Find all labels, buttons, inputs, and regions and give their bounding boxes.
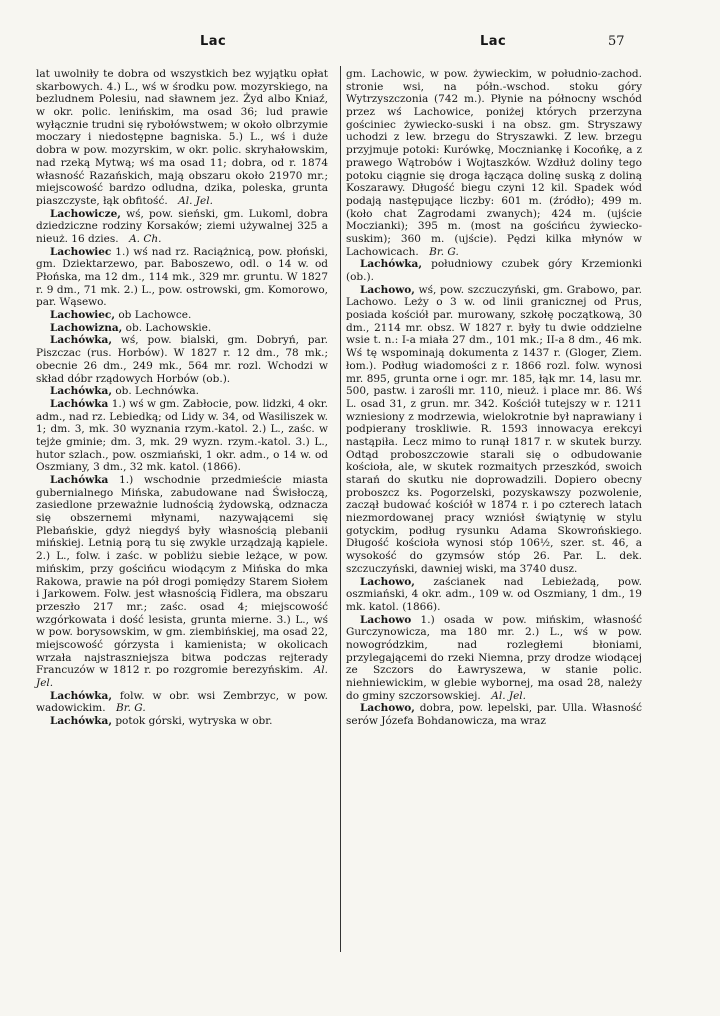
entry-headword: Lachówka, bbox=[50, 689, 112, 702]
entry-text: gm. Lachowic, w pow. żywieckim, w południo-zachod. stronie wsi, na półn.-wschod. stoku góry Wytrzyszczonia (742 m.). Płynie na północny wschód przez wś Lachowice, poniżej których przerzyna gościniec żywiecko-suski i na obsz. gm. Stryszawy uchodzi z lew. brzegu do Stryszawki. Z lew. brzegu przyjmuje potoki: Kurówkę, Moczniankę i Kocońkę, a z prawego Wątrobów i Wojtaszków. Wzdłuż doliny tego potoku ciągnie się droga łącząca dolinę suską z doliną Koszarawy. Długość biegu czyni 12 kil. Spadek wód podają następujące liczby: 601 m. (źródło); 499 m. (koło chat Zagrodami zwanych); 424 m. (ujście Moczianki); 395 m. (most na gościńcu żywiecko-suskim); 360 m. (ujście). Pędzi kilka młynów w Lachowicach. bbox=[346, 68, 642, 258]
running-head-right: Lac bbox=[480, 34, 507, 49]
dictionary-entry bbox=[346, 258, 642, 283]
entry-signature: Al. Jel. bbox=[36, 664, 328, 689]
entry-headword: Lachowiec, bbox=[50, 309, 115, 322]
entry-text: lat uwolniły te dobra od wszystkich bez wyjątku opłat skarbowych. 4.) L., wś w środku pow. mozyrskiego, na bezludnem Polesiu, nad sławnem jez. Żyd albo Kniaź, w okr. polic. lenińskim, ma osad 36; lud prawie wyłącznie trudni się rybołówstwem; w około olbrzymie moczary i niedostępne bagniska. 5.) L., wś i duże dobra w pow. mozyrskim, w okr. polic. skryhałowskim, nad rzeką Mytwą; wś ma osad 11; dobra, od r. 1874 własność Razańskich, mają obszaru około 21970 mr.; miejscowość bardzo odludna, dzika, poleska, grunta piaszczyste, łąk obfitość. bbox=[36, 68, 328, 207]
dictionary-entry bbox=[36, 68, 328, 208]
running-head-left: Lac bbox=[200, 34, 227, 49]
entry-text: folw. w obr. wsi Zembrzyc, w pow. wadowickim. bbox=[36, 689, 328, 715]
entry-text: 1.) osada w pow. mińskim, własność Gurczynowicza, ma 180 mr. 2.) L., wś w pow. nowogródzkim, nad rozległemi błoniami, przylegającemi do rzeki Niemna, przy drodze wiodącej ze Szczors do Ławryszewa, w stanie polic. niehniewickim, w glebie wybornej, ma osad 28, należy do gminy szczorsowskiej. bbox=[346, 613, 642, 702]
entry-text: ob. Lechnówka. bbox=[112, 385, 199, 398]
entry-text: zaścianek nad Lebieżadą, pow. oszmiański, 4 okr. adm., 109 w. od Oszmiany, 1 dm., 19 mk. katol. (1866). bbox=[346, 575, 642, 613]
dictionary-entry bbox=[36, 208, 328, 246]
entry-headword: Lachowo, bbox=[360, 575, 415, 588]
entry-headword: Lachowiec bbox=[50, 245, 112, 258]
entry-text: 1.) wschodnie przedmieście miasta gubernialnego Mińska, zabudowane nad Świsłoczą, zasiedlone przeważnie ludnością żydowską, odznacza się obszernemi młynami, nazywającemi się Plebańskie, gdyż niegdyś były własnością plebanii mińskiej. Letnią porą tu się zwykle urządzają kąpiele. 2.) L., folw. i zaśc. w pobliżu siebie leżące, w pow. mińskim, przy gościńcu wiodącym z Mińska do mka Rakowa, prawie na pół drogi pomiędzy Starem Siołem i Jarkowem. Folw. jest własnością Fidlera, ma obszaru przeszło 217 mr.; zaśc. osad 4; miejscowość wzgórkowata i dość lesista, grunta mierne. 3.) L., wś w pow. borysowskim, w gm. ziembińskiej, ma osad 22, miejscowość górzysta i kamienista; w okolicach wrzała najstraszniejsza bitwa podczas rejterady Francuzów w 1812 r. po rozgromie berezyńskim. bbox=[36, 474, 328, 677]
entry-text: wś, pow. sieński, gm. Lukoml, dobra dziedziczne rodziny Korsaków; ziemi używalnej 325 a nieuż. 16 dzies. bbox=[36, 207, 328, 245]
entry-text: 1.) wś w gm. Zabłocie, pow. lidzki, 4 okr. adm., nad rz. Lebiedką; od Lidy w. 34, od Wasiliszek w. 1; dm. 3, mk. 30 wyznania rzym.-katol. 2.) L., zaśc. w tejże gminie; dm. 3, mk. 29 wyzn. rzym.-katol. 3.) L., hutor szlach., pow. oszmiański, 1 okr. adm., o 14 w. od Oszmiany, 3 dm., 32 mk. katol. (1866). bbox=[36, 397, 329, 474]
entry-text: wś, pow. szczuczyński, gm. Grabowo, par. Lachowo. Leży o 3 w. od linii granicznej od Prus, posiada kościół par. murowany, szkołę początkową, 30 dm., 2114 mr. obsz. W 1827 r. były tu dwie oddzielne wsie t. n.: I-a miała 27 dm., 101 mk.; II-a 8 dm., 46 mk. Wś tę wspominają dokumenta z 1437 r. (Gloger, Ziem. łom.). Podług wiadomości z r. 1866 rozl. folw. wynosi mr. 895, grunta orne i ogr. mr. 185, łąk mr. 14, lasu mr. 500, pastw. i zarośli mr. 110, nieuż. i place mr. 86. Wś L. osad 31, z grun. mr. 342. Kościół tutejszy w r. 1211 wzniesiony z modrzewia, wielokrotnie był naprawiany i podpierany troskliwie. R. 1593 innowacya erekcyi nastąpiła. Lecz mimo to runął 1817 r. w skutek burzy. Odtąd proboszczowie starali się o odbudowanie kościoła, ale, w skutek rozmaitych przeszkód, swoich starań do skutku nie doprowadzili. Dopiero obecny proboszcz ks. Pogorzelski, pozyskawszy pozwolenie, zaczął budować kościół w 1874 r. i po czterech latach niezmordowanej pracy wzniósł świątynię w stylu gotyckim, podług rysunku Adama Skowrońskiego. Długość kościoła wynosi stóp 106½, szer. st. 46, a wysokość do gzymsów stóp 26. Par. L. dek. szczuczyński, dawniej wiski, ma 3740 dusz. bbox=[346, 283, 642, 575]
dictionary-entry bbox=[36, 398, 328, 474]
dictionary-entry bbox=[36, 334, 328, 385]
entry-headword: Lachowo bbox=[360, 613, 412, 626]
dictionary-entry bbox=[36, 309, 328, 322]
dictionary-entry bbox=[36, 690, 328, 715]
entry-headword: Lachówka, bbox=[50, 385, 112, 398]
entry-signature: Al. Jel. bbox=[178, 194, 213, 207]
left-column bbox=[36, 68, 328, 728]
dictionary-entry bbox=[36, 474, 328, 690]
entry-text: dobra, pow. lepelski, par. Ulla. Własność serów Józefa Bohdanowicza, ma wraz bbox=[346, 702, 642, 728]
entry-headword: Lachowo, bbox=[360, 283, 415, 296]
dictionary-entry bbox=[346, 68, 642, 258]
dictionary-entry bbox=[36, 385, 328, 398]
entry-headword: Lachówka, bbox=[50, 334, 112, 347]
entry-headword: Lachówka, bbox=[360, 258, 422, 271]
dictionary-entry bbox=[36, 715, 328, 728]
entry-headword: Lachówka bbox=[50, 397, 109, 410]
entry-text: ob Lachowce. bbox=[114, 309, 192, 322]
entry-text: południowy czubek góry Krzemionki (ob.). bbox=[346, 258, 642, 283]
dictionary-entry bbox=[346, 284, 642, 576]
dictionary-entry bbox=[36, 322, 328, 335]
dictionary-entry bbox=[346, 614, 642, 703]
entry-text: potok górski, wytryska w obr. bbox=[112, 715, 273, 728]
right-column bbox=[346, 68, 642, 728]
entry-headword: Lachowizna, bbox=[50, 321, 123, 334]
entry-headword: Lachówka, bbox=[50, 715, 112, 728]
dictionary-entry bbox=[346, 702, 642, 727]
entry-headword: Lachówka bbox=[50, 474, 109, 486]
entry-text: wś, pow. bialski, gm. Dobryń, par. Piszczac (rus. Horbów). W 1827 r. 12 dm., 78 mk.; obecnie 26 dm., 249 mk., 564 mr. rozl. Wchodzi w skład dóbr rządowych Horbów (ob.). bbox=[36, 334, 328, 385]
dictionary-entry bbox=[346, 576, 642, 614]
entry-headword: Lachowicze, bbox=[50, 207, 121, 220]
entry-text: ob. Lachowskie. bbox=[122, 321, 212, 334]
page-number: 57 bbox=[608, 34, 625, 49]
entry-text: 1.) wś nad rz. Raciążnicą, pow. płoński, gm. Dziektarzewo, par. Baboszewo, odl. o 14 w. od Płońska, ma 12 dm., 114 mk., 329 mr. gruntu. W 1827 r. 9 dm., 71 mk. 2.) L., pow. ostrowski, gm. Komorowo, par. Wąsewo. bbox=[36, 245, 328, 309]
dictionary-entry bbox=[36, 246, 328, 309]
entry-signature: A. Ch. bbox=[129, 232, 162, 245]
entry-signature: Br. G. bbox=[429, 245, 459, 258]
column-divider bbox=[340, 66, 341, 952]
entry-headword: Lachowo, bbox=[360, 702, 415, 715]
entry-signature: Al. Jel. bbox=[491, 689, 526, 702]
entry-signature: Br. G. bbox=[116, 702, 146, 715]
